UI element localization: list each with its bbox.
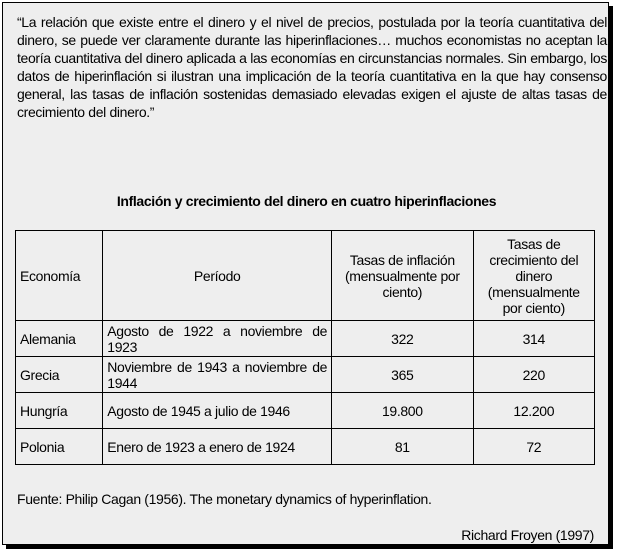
quote-text: “La relación que existe entre el dinero y el nivel de precios, postulada por la teoría cuantitativa del dinero, se puede ver claramente durante las hiperinflaciones… muchos economistas no aceptan la teoría cuantitativa del dinero aplicada a las economías en circunstancias normales. Sin embargo, los datos de hiperinflación si ilustran una implicación de la teoría cuantitativa en la que hay consenso general, las tasas de inflación sostenidas demasiado elevadas exigen el ajuste de altas tasas de crecimiento del dinero.” [17, 14, 607, 120]
cell-economia: Alemania [16, 321, 103, 357]
cell-periodo: Agosto de 1945 a julio de 1946 [103, 393, 332, 429]
table-row [16, 393, 595, 429]
cell-inflacion: 19.800 [332, 393, 473, 429]
cell-periodo: Noviembre de 1943 a noviembre de 1944 [103, 357, 332, 393]
cell-economia: Hungría [16, 393, 103, 429]
table-row [16, 321, 595, 357]
hyperinflation-table [15, 230, 595, 465]
table-header-row [16, 231, 595, 321]
table-row [16, 357, 595, 393]
header-periodo: Período [103, 231, 332, 321]
cell-dinero: 220 [473, 357, 594, 393]
cell-dinero: 12.200 [473, 393, 594, 429]
header-dinero: Tasas de crecimiento del dinero (mensualmente por ciento) [473, 231, 594, 321]
document-frame [2, 2, 609, 545]
table-row [16, 429, 595, 465]
cell-dinero: 314 [473, 321, 594, 357]
author-citation: Richard Froyen (1997) [461, 527, 594, 543]
header-economia: Economía [16, 231, 103, 321]
cell-economia: Grecia [16, 357, 103, 393]
source-citation: Fuente: Philip Cagan (1956). The monetary dynamics of hyperinflation. [17, 491, 432, 507]
table-title: Inflación y crecimiento del dinero en cuatro hiperinflaciones [116, 193, 497, 209]
cell-inflacion: 322 [332, 321, 473, 357]
cell-periodo: Enero de 1923 a enero de 1924 [103, 429, 332, 465]
cell-inflacion: 365 [332, 357, 473, 393]
cell-inflacion: 81 [332, 429, 473, 465]
cell-periodo: Agosto de 1922 a noviembre de 1923 [103, 321, 332, 357]
header-inflacion: Tasas de inflación (mensualmente por ciento) [332, 231, 473, 321]
cell-dinero: 72 [473, 429, 594, 465]
cell-economia: Polonia [16, 429, 103, 465]
